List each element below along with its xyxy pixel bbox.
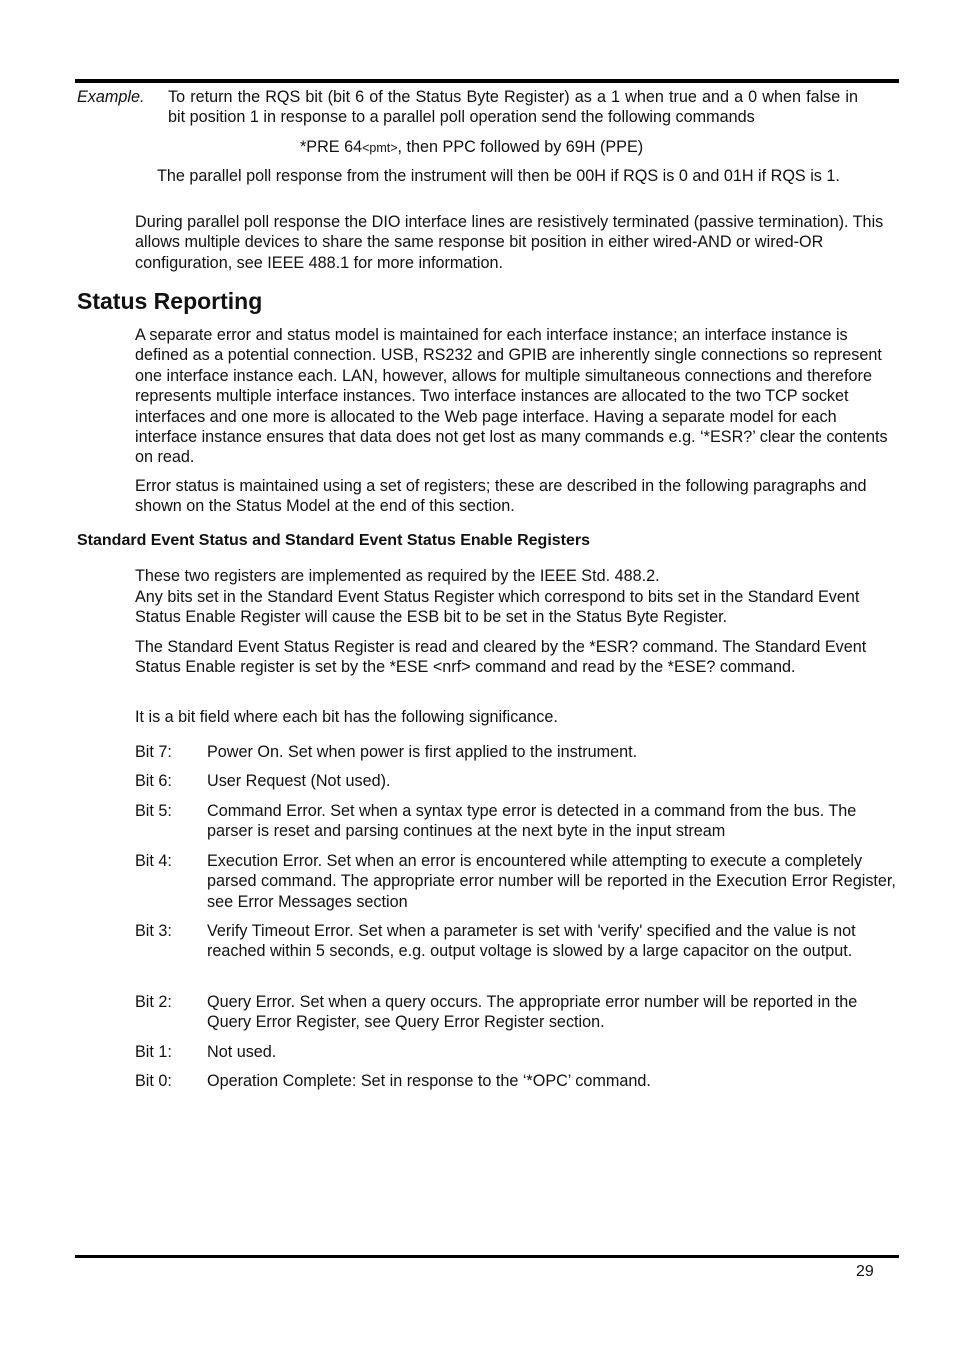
- status-reporting-para-2: Error status is maintained using a set of registers; these are described in the following paragraphs and shown on the Status Model at the end of this section.: [135, 477, 867, 516]
- bit-label: Bit 0:: [135, 1072, 172, 1090]
- bit-description: User Request (Not used).: [207, 772, 391, 790]
- bit-label: Bit 5:: [135, 802, 172, 820]
- bit-label: Bit 6:: [135, 772, 172, 790]
- bottom-rule: [75, 1255, 899, 1258]
- bit-description: Query Error. Set when a query occurs. The appropriate error number will be reported in the Query Error Register, see Query Error Register section.: [207, 993, 858, 1032]
- bit-description: Verify Timeout Error. Set when a parameter is set with 'verify' specified and the value is not reached within 5 seconds, e.g. output voltage is slowed by a large capacitor on the output.: [207, 922, 856, 961]
- ses-para-2: The Standard Event Status Register is read and cleared by the *ESR? command. The Standard Event Status Enable register is set by the *ESE <nrf> command and read by the *ESE? command.: [135, 638, 867, 677]
- command-suffix: , then PPC followed by 69H (PPE): [397, 138, 644, 156]
- page-number: 29: [856, 1263, 874, 1280]
- bit-description: Not used.: [207, 1043, 277, 1061]
- section-heading-status-reporting: Status Reporting: [77, 288, 263, 314]
- ses-para-1-line-1: These two registers are implemented as required by the IEEE Std. 488.2.: [135, 567, 660, 585]
- bit-label: Bit 4:: [135, 852, 172, 870]
- command-pmt: <pmt>: [362, 141, 398, 155]
- parallel-poll-response: The parallel poll response from the instrument will then be 00H if RQS is 0 and 01H if RQS is 1.: [157, 167, 840, 185]
- bit-label: Bit 3:: [135, 922, 172, 940]
- bit-description: Power On. Set when power is first applied to the instrument.: [207, 743, 638, 761]
- ses-para-1-rest: Any bits set in the Standard Event Status Register which correspond to bits set in the Standard Event Status Enable Register will cause the ESB bit to be set in the Status Byte Register.: [135, 588, 860, 627]
- status-reporting-para-1: A separate error and status model is maintained for each interface instance; an interface instance is defined as a potential connection. USB, RS232 and GPIB are inherently single connections so represent one interface instance each. LAN, however, allows for multiple simultaneous connections and therefore represents multiple interface instances. Two interface instances are allocated to the two TCP socket interfaces and one more is allocated to the Web page interface. Having a separate model for each interface instance ensures that data does not get lost as many commands e.g. ‘*ESR?’ clear the contents on read.: [135, 326, 888, 467]
- command-prefix: *PRE 64: [300, 138, 363, 156]
- bit-label: Bit 1:: [135, 1043, 172, 1061]
- top-rule: [75, 79, 899, 83]
- bit-description: Execution Error. Set when an error is encountered while attempting to execute a completely parsed command. The appropriate error number will be reported in the Execution Error Register, see Error Messages section: [207, 852, 896, 911]
- bit-label: Bit 7:: [135, 743, 172, 761]
- example-text: To return the RQS bit (bit 6 of the Status Byte Register) as a 1 when true and a 0 when false in bit position 1 in response to a parallel poll operation send the following commands: [168, 88, 858, 127]
- bit-description: Operation Complete: Set in response to the ‘*OPC’ command.: [207, 1072, 651, 1090]
- example-label: Example.: [77, 88, 145, 106]
- dio-paragraph: During parallel poll response the DIO interface lines are resistively terminated (passive termination). This allows multiple devices to share the same response bit position in either wired-AND or wired-OR configuration, see IEEE 488.1 for more information.: [135, 213, 884, 272]
- subsection-heading-ses: Standard Event Status and Standard Event Status Enable Registers: [77, 532, 591, 549]
- example-command: [300, 137, 643, 158]
- bit-description: Command Error. Set when a syntax type error is detected in a command from the bus. The parser is reset and parsing continues at the next byte in the input stream: [207, 802, 857, 841]
- ses-para-3: It is a bit field where each bit has the following significance.: [135, 708, 558, 726]
- bit-label: Bit 2:: [135, 993, 172, 1011]
